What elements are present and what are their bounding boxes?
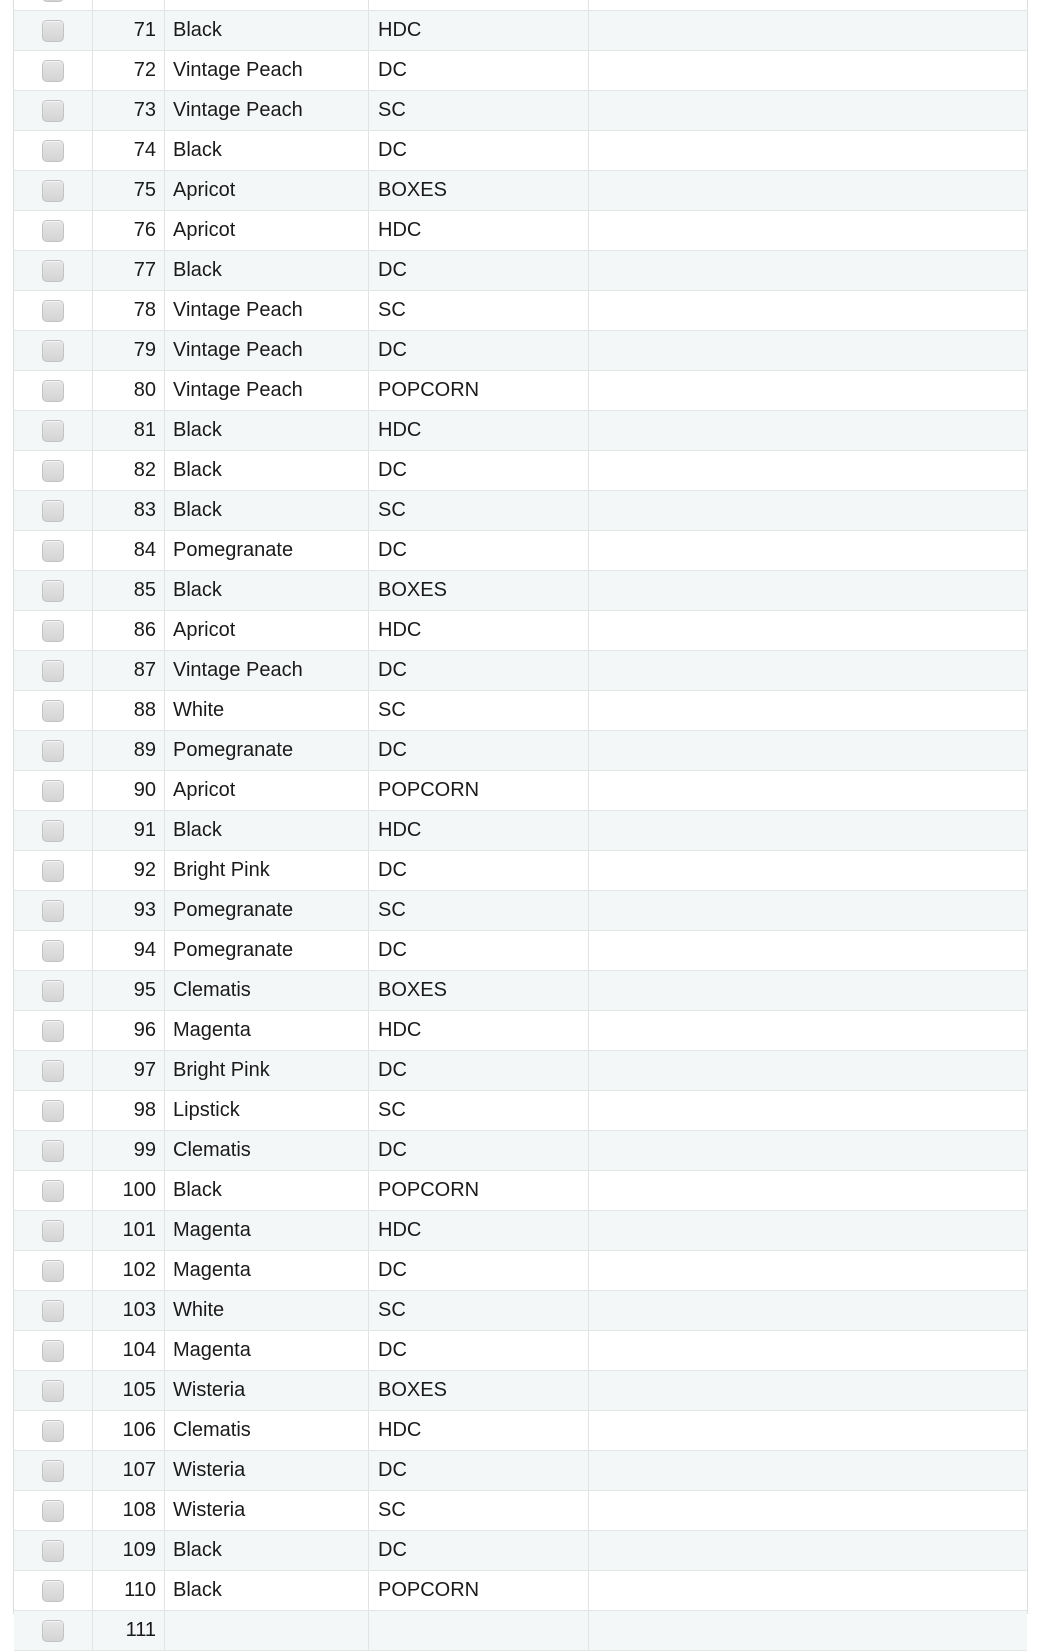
row-number-cell[interactable]: 86: [93, 611, 165, 650]
table-row[interactable]: [14, 891, 1027, 931]
table-row[interactable]: [14, 1131, 1027, 1171]
table-row[interactable]: [14, 1331, 1027, 1371]
row-select-cell: [14, 1371, 93, 1410]
row-number-cell[interactable]: 90: [93, 771, 165, 810]
row-select-cell: [14, 1451, 93, 1490]
notes-cell[interactable]: [589, 1171, 1027, 1210]
notes-cell[interactable]: [589, 211, 1027, 250]
row-select-cell: [14, 411, 93, 450]
color-cell[interactable]: Pomegranate: [165, 931, 369, 970]
row-checkbox[interactable]: [42, 1420, 64, 1442]
color-cell[interactable]: Magenta: [165, 1211, 369, 1250]
color-cell[interactable]: Black: [165, 11, 369, 50]
row-number-cell[interactable]: 78: [93, 291, 165, 330]
stitch-type-cell[interactable]: [369, 1611, 589, 1650]
notes-cell[interactable]: [589, 611, 1027, 650]
row-number-cell[interactable]: 104: [93, 1331, 165, 1370]
row-number-cell[interactable]: 101: [93, 1211, 165, 1250]
stitch-type-cell[interactable]: DC: [369, 1251, 589, 1290]
stitch-type-cell[interactable]: SC: [369, 691, 589, 730]
row-select-cell: [14, 1171, 93, 1210]
stitch-type-cell[interactable]: SC: [369, 1491, 589, 1530]
stitch-type-cell[interactable]: DC: [369, 251, 589, 290]
row-select-cell: [14, 731, 93, 770]
table-row[interactable]: [14, 771, 1027, 811]
notes-cell[interactable]: [589, 251, 1027, 290]
stitch-type-cell[interactable]: DC: [369, 131, 589, 170]
row-checkbox[interactable]: [42, 780, 64, 802]
row-select-cell: [14, 291, 93, 330]
color-cell[interactable]: Bright Pink: [165, 851, 369, 890]
row-number-cell[interactable]: 74: [93, 131, 165, 170]
row-number-cell[interactable]: 75: [93, 171, 165, 210]
notes-cell[interactable]: [589, 1251, 1027, 1290]
row-checkbox[interactable]: [42, 1380, 64, 1402]
row-checkbox[interactable]: [42, 260, 64, 282]
row-number-cell[interactable]: 107: [93, 1451, 165, 1490]
color-cell[interactable]: Black: [165, 491, 369, 530]
table-row[interactable]: [14, 491, 1027, 531]
row-checkbox[interactable]: [42, 1260, 64, 1282]
notes-cell[interactable]: [589, 371, 1027, 410]
color-cell[interactable]: Black: [165, 251, 369, 290]
notes-cell[interactable]: [589, 451, 1027, 490]
row-select-cell: [14, 171, 93, 210]
row-number-cell[interactable]: 106: [93, 1411, 165, 1450]
row-checkbox[interactable]: [42, 820, 64, 842]
color-cell[interactable]: Black: [165, 411, 369, 450]
stitch-type-cell[interactable]: POPCORN: [369, 371, 589, 410]
notes-cell[interactable]: [589, 931, 1027, 970]
notes-cell[interactable]: [589, 1131, 1027, 1170]
notes-cell[interactable]: [589, 331, 1027, 370]
stitch-type-cell[interactable]: HDC: [369, 1011, 589, 1050]
row-number-cell[interactable]: 92: [93, 851, 165, 890]
color-cell[interactable]: Pomegranate: [165, 531, 369, 570]
row-select-cell: [14, 531, 93, 570]
notes-cell[interactable]: [589, 1291, 1027, 1330]
notes-cell[interactable]: [589, 491, 1027, 530]
stitch-type-cell[interactable]: DC: [369, 1331, 589, 1370]
row-checkbox[interactable]: [42, 460, 64, 482]
row-number-cell[interactable]: 110: [93, 1571, 165, 1610]
table-row[interactable]: [14, 1251, 1027, 1291]
color-cell[interactable]: [165, 0, 369, 10]
row-number-cell[interactable]: 71: [93, 11, 165, 50]
row-number-cell[interactable]: 73: [93, 91, 165, 130]
row-number-cell[interactable]: 97: [93, 1051, 165, 1090]
row-checkbox[interactable]: [42, 1540, 64, 1562]
row-number-cell[interactable]: 111: [93, 1611, 165, 1650]
color-cell[interactable]: Pomegranate: [165, 891, 369, 930]
row-select-cell: [14, 91, 93, 130]
stitch-type-cell[interactable]: SC: [369, 291, 589, 330]
notes-cell[interactable]: [589, 291, 1027, 330]
table-row[interactable]: [14, 1491, 1027, 1531]
stitch-type-cell[interactable]: HDC: [369, 11, 589, 50]
color-cell[interactable]: Magenta: [165, 1331, 369, 1370]
color-cell[interactable]: Vintage Peach: [165, 371, 369, 410]
table-row[interactable]: [14, 1091, 1027, 1131]
row-checkbox[interactable]: [42, 340, 64, 362]
row-number-cell[interactable]: 76: [93, 211, 165, 250]
row-number-cell[interactable]: 82: [93, 451, 165, 490]
row-select-cell: [14, 1411, 93, 1450]
color-cell[interactable]: White: [165, 1291, 369, 1330]
row-number-cell[interactable]: 72: [93, 51, 165, 90]
row-checkbox[interactable]: [42, 0, 64, 2]
row-number-cell[interactable]: 105: [93, 1371, 165, 1410]
spreadsheet-table: [13, 0, 1028, 1641]
row-checkbox[interactable]: [42, 1220, 64, 1242]
notes-cell[interactable]: [589, 891, 1027, 930]
stitch-type-cell[interactable]: BOXES: [369, 971, 589, 1010]
row-checkbox[interactable]: [42, 540, 64, 562]
notes-cell[interactable]: [589, 1531, 1027, 1570]
notes-cell[interactable]: [589, 811, 1027, 850]
notes-cell[interactable]: [589, 571, 1027, 610]
table-row[interactable]: [14, 371, 1027, 411]
row-select-cell: [14, 891, 93, 930]
table-row[interactable]: [14, 1371, 1027, 1411]
row-select-cell: [14, 211, 93, 250]
row-checkbox[interactable]: [42, 20, 64, 42]
row-checkbox[interactable]: [42, 140, 64, 162]
color-cell[interactable]: Apricot: [165, 171, 369, 210]
stitch-type-cell[interactable]: DC: [369, 1451, 589, 1490]
row-select-cell: [14, 1131, 93, 1170]
stitch-type-cell[interactable]: HDC: [369, 411, 589, 450]
notes-cell[interactable]: [589, 771, 1027, 810]
color-cell[interactable]: Apricot: [165, 771, 369, 810]
table-row[interactable]: [14, 91, 1027, 131]
stitch-type-cell[interactable]: SC: [369, 491, 589, 530]
color-cell[interactable]: [165, 1611, 369, 1650]
table-row[interactable]: [14, 1571, 1027, 1611]
notes-cell[interactable]: [589, 0, 1027, 10]
row-select-cell: [14, 1011, 93, 1050]
color-cell[interactable]: Clematis: [165, 1411, 369, 1450]
color-cell[interactable]: Apricot: [165, 211, 369, 250]
stitch-type-cell[interactable]: DC: [369, 1051, 589, 1090]
row-number-cell[interactable]: 108: [93, 1491, 165, 1530]
row-select-cell: [14, 131, 93, 170]
row-checkbox[interactable]: [42, 1180, 64, 1202]
stitch-type-cell[interactable]: POPCORN: [369, 1571, 589, 1610]
notes-cell[interactable]: [589, 11, 1027, 50]
table-row[interactable]: [14, 1411, 1027, 1451]
table-row[interactable]: [14, 251, 1027, 291]
row-checkbox[interactable]: [42, 1460, 64, 1482]
color-cell[interactable]: Black: [165, 1571, 369, 1610]
stitch-type-cell[interactable]: POPCORN: [369, 771, 589, 810]
notes-cell[interactable]: [589, 531, 1027, 570]
row-checkbox[interactable]: [42, 1500, 64, 1522]
color-cell[interactable]: Magenta: [165, 1011, 369, 1050]
color-cell[interactable]: Black: [165, 1531, 369, 1570]
row-select-cell: [14, 651, 93, 690]
row-checkbox[interactable]: [42, 900, 64, 922]
row-number-cell[interactable]: 94: [93, 931, 165, 970]
row-number-cell[interactable]: 91: [93, 811, 165, 850]
color-cell[interactable]: Magenta: [165, 1251, 369, 1290]
row-checkbox[interactable]: [42, 420, 64, 442]
stitch-type-cell[interactable]: DC: [369, 651, 589, 690]
table-row[interactable]: [14, 611, 1027, 651]
table-row[interactable]: [14, 1291, 1027, 1331]
row-checkbox[interactable]: [42, 1140, 64, 1162]
color-cell[interactable]: Wisteria: [165, 1451, 369, 1490]
row-number-cell[interactable]: 84: [93, 531, 165, 570]
stitch-type-cell[interactable]: DC: [369, 1131, 589, 1170]
stitch-type-cell[interactable]: DC: [369, 1531, 589, 1570]
row-checkbox[interactable]: [42, 220, 64, 242]
color-cell[interactable]: Bright Pink: [165, 1051, 369, 1090]
color-cell[interactable]: Lipstick: [165, 1091, 369, 1130]
table-row[interactable]: [14, 691, 1027, 731]
table-row[interactable]: [14, 1211, 1027, 1251]
table-row[interactable]: [14, 811, 1027, 851]
color-cell[interactable]: Apricot: [165, 611, 369, 650]
notes-cell[interactable]: [589, 1331, 1027, 1370]
row-number-cell[interactable]: 95: [93, 971, 165, 1010]
row-number-cell[interactable]: 88: [93, 691, 165, 730]
row-select-cell: [14, 851, 93, 890]
row-select-cell: [14, 971, 93, 1010]
row-checkbox[interactable]: [42, 620, 64, 642]
table-row[interactable]: [14, 1531, 1027, 1571]
notes-cell[interactable]: [589, 171, 1027, 210]
table-row[interactable]: [14, 211, 1027, 251]
table-row[interactable]: [14, 331, 1027, 371]
color-cell[interactable]: Black: [165, 1171, 369, 1210]
stitch-type-cell[interactable]: DC: [369, 331, 589, 370]
row-checkbox[interactable]: [42, 1300, 64, 1322]
row-checkbox[interactable]: [42, 980, 64, 1002]
row-select-cell: [14, 1051, 93, 1090]
row-select-cell: [14, 1331, 93, 1370]
stitch-type-cell[interactable]: [369, 0, 589, 10]
table-row[interactable]: [14, 411, 1027, 451]
row-number-cell[interactable]: 77: [93, 251, 165, 290]
row-select-cell: [14, 1491, 93, 1530]
stitch-type-cell[interactable]: SC: [369, 891, 589, 930]
notes-cell[interactable]: [589, 1371, 1027, 1410]
row-number-cell[interactable]: 85: [93, 571, 165, 610]
stitch-type-cell[interactable]: DC: [369, 851, 589, 890]
notes-cell[interactable]: [589, 691, 1027, 730]
notes-cell[interactable]: [589, 1011, 1027, 1050]
stitch-type-cell[interactable]: BOXES: [369, 1371, 589, 1410]
color-cell[interactable]: Vintage Peach: [165, 51, 369, 90]
color-cell[interactable]: Black: [165, 131, 369, 170]
color-cell[interactable]: Wisteria: [165, 1371, 369, 1410]
table-row[interactable]: [14, 651, 1027, 691]
row-checkbox[interactable]: [42, 1100, 64, 1122]
row-select-cell: [14, 491, 93, 530]
color-cell[interactable]: Black: [165, 811, 369, 850]
notes-cell[interactable]: [589, 131, 1027, 170]
table-row[interactable]: [14, 1171, 1027, 1211]
row-checkbox[interactable]: [42, 60, 64, 82]
color-cell[interactable]: Wisteria: [165, 1491, 369, 1530]
table-row[interactable]: [14, 531, 1027, 571]
stitch-type-cell[interactable]: DC: [369, 731, 589, 770]
row-number-cell[interactable]: 81: [93, 411, 165, 450]
row-checkbox[interactable]: [42, 940, 64, 962]
notes-cell[interactable]: [589, 1571, 1027, 1610]
row-select-cell: [14, 811, 93, 850]
row-checkbox[interactable]: [42, 180, 64, 202]
row-checkbox[interactable]: [42, 1060, 64, 1082]
stitch-type-cell[interactable]: HDC: [369, 611, 589, 650]
color-cell[interactable]: Pomegranate: [165, 731, 369, 770]
notes-cell[interactable]: [589, 1051, 1027, 1090]
row-checkbox[interactable]: [42, 580, 64, 602]
stitch-type-cell[interactable]: SC: [369, 1091, 589, 1130]
table-row[interactable]: [14, 11, 1027, 51]
table-row[interactable]: [14, 1451, 1027, 1491]
row-checkbox[interactable]: [42, 500, 64, 522]
row-number-cell[interactable]: 89: [93, 731, 165, 770]
row-select-cell: [14, 11, 93, 50]
table-row[interactable]: [14, 971, 1027, 1011]
color-cell[interactable]: Vintage Peach: [165, 291, 369, 330]
row-checkbox[interactable]: [42, 380, 64, 402]
color-cell[interactable]: Clematis: [165, 971, 369, 1010]
notes-cell[interactable]: [589, 411, 1027, 450]
table-row[interactable]: [14, 171, 1027, 211]
row-checkbox[interactable]: [42, 1620, 64, 1642]
notes-cell[interactable]: [589, 51, 1027, 90]
row-select-cell: [14, 1571, 93, 1610]
table-row[interactable]: [14, 131, 1027, 171]
row-select-cell: [14, 1211, 93, 1250]
notes-cell[interactable]: [589, 1211, 1027, 1250]
row-select-cell: [14, 0, 93, 10]
notes-cell[interactable]: [589, 1611, 1027, 1650]
table-row[interactable]: [14, 51, 1027, 91]
table-row[interactable]: [14, 851, 1027, 891]
row-number-cell[interactable]: 87: [93, 651, 165, 690]
row-select-cell: [14, 1091, 93, 1130]
row-number-cell[interactable]: 93: [93, 891, 165, 930]
notes-cell[interactable]: [589, 1411, 1027, 1450]
notes-cell[interactable]: [589, 971, 1027, 1010]
notes-cell[interactable]: [589, 851, 1027, 890]
color-cell[interactable]: Vintage Peach: [165, 91, 369, 130]
table-row[interactable]: [14, 291, 1027, 331]
stitch-type-cell[interactable]: DC: [369, 451, 589, 490]
row-select-cell: [14, 451, 93, 490]
row-number-cell[interactable]: 96: [93, 1011, 165, 1050]
stitch-type-cell[interactable]: SC: [369, 91, 589, 130]
stitch-type-cell[interactable]: BOXES: [369, 571, 589, 610]
table-row[interactable]: [14, 0, 1027, 11]
row-checkbox[interactable]: [42, 740, 64, 762]
stitch-type-cell[interactable]: POPCORN: [369, 1171, 589, 1210]
row-number-cell[interactable]: [93, 0, 165, 10]
stitch-type-cell[interactable]: BOXES: [369, 171, 589, 210]
color-cell[interactable]: Black: [165, 451, 369, 490]
row-checkbox[interactable]: [42, 1020, 64, 1042]
row-number-cell[interactable]: 83: [93, 491, 165, 530]
stitch-type-cell[interactable]: DC: [369, 531, 589, 570]
stitch-type-cell[interactable]: HDC: [369, 1211, 589, 1250]
color-cell[interactable]: Clematis: [165, 1131, 369, 1170]
stitch-type-cell[interactable]: HDC: [369, 1411, 589, 1450]
row-checkbox[interactable]: [42, 660, 64, 682]
row-select-cell: [14, 331, 93, 370]
row-select-cell: [14, 611, 93, 650]
table-row[interactable]: [14, 451, 1027, 491]
row-number-cell[interactable]: 103: [93, 1291, 165, 1330]
notes-cell[interactable]: [589, 731, 1027, 770]
row-checkbox[interactable]: [42, 1580, 64, 1602]
table-row[interactable]: [14, 931, 1027, 971]
table-row[interactable]: [14, 731, 1027, 771]
row-number-cell[interactable]: 102: [93, 1251, 165, 1290]
color-cell[interactable]: White: [165, 691, 369, 730]
row-checkbox[interactable]: [42, 300, 64, 322]
color-cell[interactable]: Black: [165, 571, 369, 610]
row-select-cell: [14, 1251, 93, 1290]
row-number-cell[interactable]: 99: [93, 1131, 165, 1170]
notes-cell[interactable]: [589, 1091, 1027, 1130]
row-checkbox[interactable]: [42, 100, 64, 122]
row-select-cell: [14, 371, 93, 410]
row-checkbox[interactable]: [42, 860, 64, 882]
color-cell[interactable]: Vintage Peach: [165, 651, 369, 690]
notes-cell[interactable]: [589, 1451, 1027, 1490]
row-select-cell: [14, 1531, 93, 1570]
row-checkbox[interactable]: [42, 1340, 64, 1362]
color-cell[interactable]: Vintage Peach: [165, 331, 369, 370]
row-select-cell: [14, 931, 93, 970]
notes-cell[interactable]: [589, 651, 1027, 690]
row-select-cell: [14, 251, 93, 290]
row-select-cell: [14, 1291, 93, 1330]
row-number-cell[interactable]: 79: [93, 331, 165, 370]
row-select-cell: [14, 771, 93, 810]
row-checkbox[interactable]: [42, 700, 64, 722]
stitch-type-cell[interactable]: SC: [369, 1291, 589, 1330]
row-select-cell: [14, 691, 93, 730]
stitch-type-cell[interactable]: DC: [369, 931, 589, 970]
row-number-cell[interactable]: 98: [93, 1091, 165, 1130]
table-row[interactable]: [14, 1611, 1027, 1651]
notes-cell[interactable]: [589, 91, 1027, 130]
stitch-type-cell[interactable]: HDC: [369, 211, 589, 250]
table-row[interactable]: [14, 1051, 1027, 1091]
row-number-cell[interactable]: 109: [93, 1531, 165, 1570]
row-number-cell[interactable]: 100: [93, 1171, 165, 1210]
notes-cell[interactable]: [589, 1491, 1027, 1530]
row-select-cell: [14, 51, 93, 90]
table-row[interactable]: [14, 571, 1027, 611]
row-number-cell[interactable]: 80: [93, 371, 165, 410]
stitch-type-cell[interactable]: DC: [369, 51, 589, 90]
table-row[interactable]: [14, 1011, 1027, 1051]
stitch-type-cell[interactable]: HDC: [369, 811, 589, 850]
row-select-cell: [14, 1611, 93, 1650]
row-select-cell: [14, 571, 93, 610]
